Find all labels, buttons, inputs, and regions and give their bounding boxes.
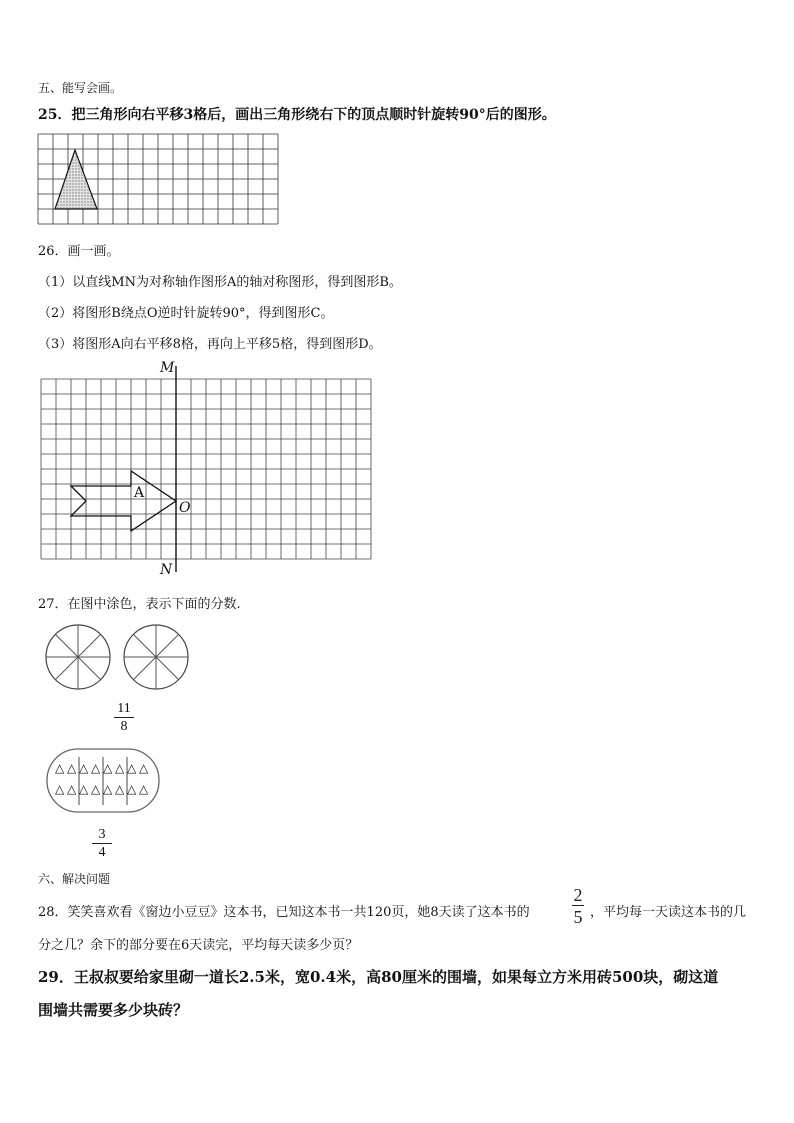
- fraction-numerator: 3: [98, 827, 106, 842]
- question-28-part-2: ，平均每一天读这本书的几: [590, 905, 747, 920]
- label-a: A: [134, 485, 145, 501]
- triangle-symbol[interactable]: △: [115, 782, 125, 796]
- triangle-symbol[interactable]: △: [103, 761, 113, 775]
- question-26-item-2: （2）将图形B绕点O逆时针旋转90°，得到图形C。: [38, 306, 334, 321]
- circle-left[interactable]: [46, 625, 110, 689]
- stadium-shape[interactable]: [47, 749, 159, 812]
- triangle-symbol[interactable]: △: [55, 782, 65, 796]
- triangle-symbol[interactable]: △: [91, 782, 101, 796]
- question-29-line-2: 围墙共需要多少块砖？: [38, 1001, 189, 1019]
- triangle-symbol[interactable]: △: [127, 782, 137, 796]
- question-26-item-1: （1）以直线MN为对称轴作图形A的轴对称图形，得到图形B。: [38, 275, 402, 290]
- triangle-symbol[interactable]: △: [139, 782, 149, 796]
- fraction-numerator: 11: [117, 701, 131, 716]
- section-6-heading: 六、解决问题: [38, 872, 111, 886]
- question-27-title: 27．在图中涂色，表示下面的分数.: [38, 597, 241, 612]
- triangle-symbol[interactable]: △: [103, 782, 113, 796]
- triangle-symbol[interactable]: △: [55, 761, 65, 775]
- question-25-text: 25．把三角形向右平移3格后，画出三角形绕右下的顶点顺时针旋转90°后的图形。: [38, 107, 556, 123]
- fraction-denominator: 5: [573, 907, 583, 927]
- triangle-symbol[interactable]: △: [67, 761, 77, 775]
- fraction-11-8: [112, 700, 136, 735]
- triangle-symbol[interactable]: △: [67, 782, 77, 796]
- triangle-symbol[interactable]: △: [139, 761, 149, 775]
- circle-right[interactable]: [124, 625, 188, 689]
- label-o: O: [179, 500, 191, 516]
- fraction-numerator: 2: [573, 885, 583, 905]
- question-26-item-3: （3）将图形A向右平移8格，再向上平移5格，得到图形D。: [38, 337, 382, 352]
- question-28-line-2: 分之几？余下的部分要在6天读完，平均每天读多少页？: [38, 938, 359, 953]
- section-5-heading: 五、能写会画。: [38, 81, 123, 95]
- question-29-line-1: 29．王叔叔要给家里砌一道长2.5米，宽0.4米，高80厘米的围墙，如果每立方米用砖500块，砌这道: [38, 968, 719, 986]
- triangle-symbol[interactable]: △: [91, 761, 101, 775]
- fraction-denominator: 8: [120, 719, 128, 734]
- figure-a-arrow: [71, 471, 176, 531]
- fraction-denominator: 4: [98, 845, 106, 860]
- triangle-symbol[interactable]: △: [127, 761, 137, 775]
- label-m: M: [160, 360, 175, 376]
- question-28-part-1: 28．笑笑喜欢看《窗边小豆豆》这本书，已知这本书一共120页，她8天读了这本书的: [38, 905, 530, 920]
- q25-triangle: [55, 150, 97, 209]
- fraction-3-4: [90, 826, 114, 861]
- triangle-symbol[interactable]: △: [79, 761, 89, 775]
- triangle-symbol[interactable]: △: [115, 761, 125, 775]
- triangle-symbol[interactable]: △: [79, 782, 89, 796]
- label-n: N: [160, 562, 173, 578]
- fraction-2-5: [570, 886, 586, 926]
- question-26-title: 26．画一画。: [38, 244, 120, 259]
